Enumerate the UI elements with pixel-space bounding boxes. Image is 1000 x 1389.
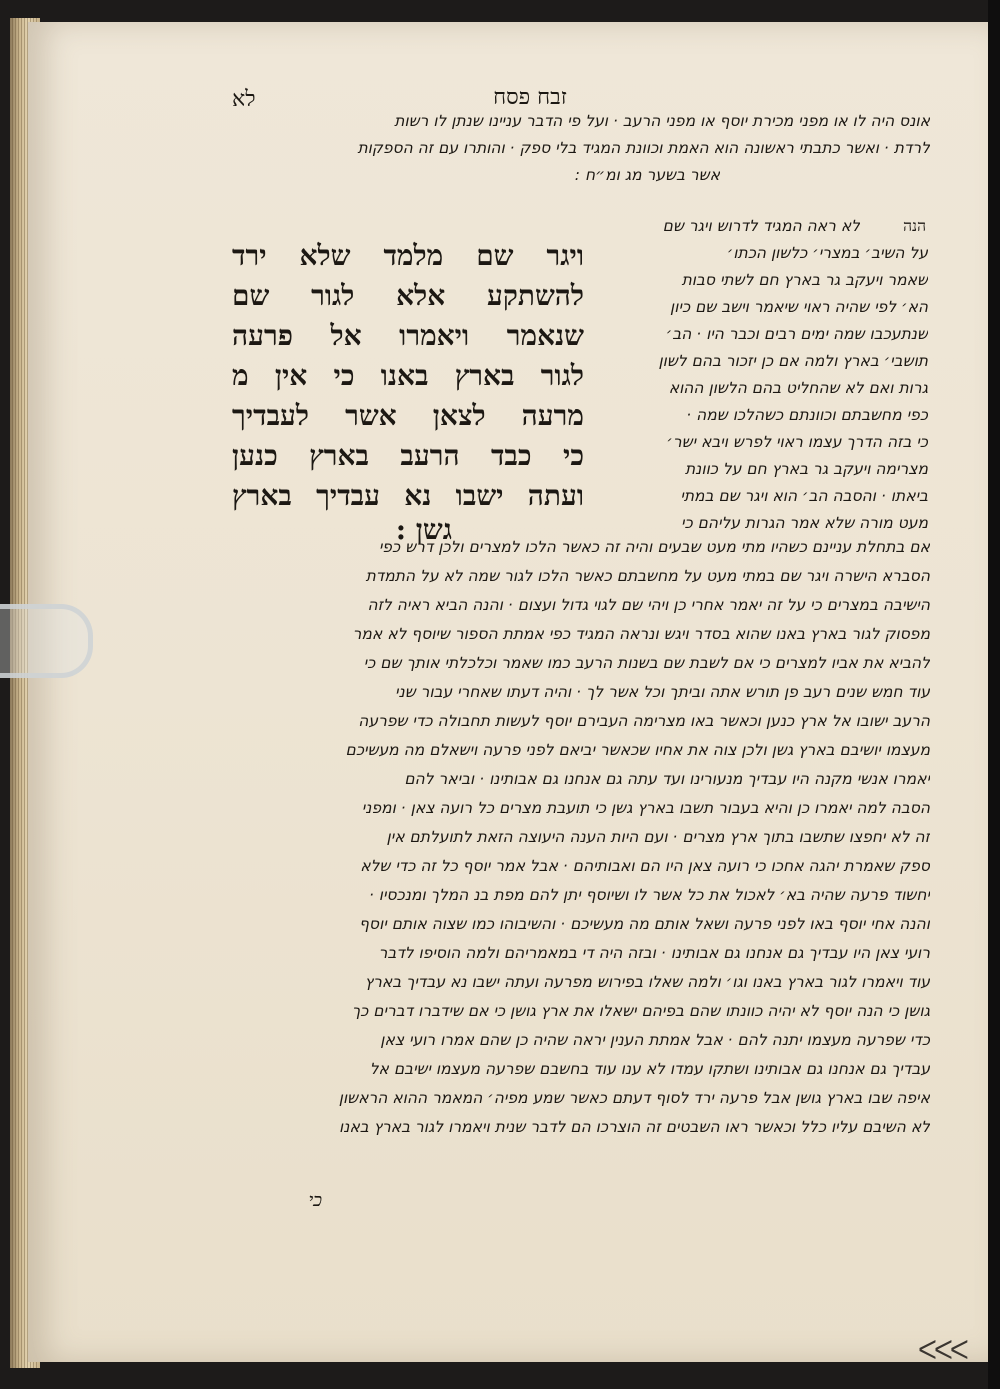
clamp-clip [0,604,93,678]
body-line: גושן כי הנה יוסף לא יהיה כוונתו שהם בפיהם ישאלו את ארץ גושן כי אם שידברו דברים כך [351,1002,930,1020]
corner-mark: ᐸᐸᐸ [918,1336,966,1366]
commentary-line: על השיב׳ במצרי׳ כלשון הכתו׳ [726,244,928,262]
body-line: רועי צאן היו עבדיך גם אנחנו גם אבותינו · ובזה היה די במאמריהם ולמה הוסיפו לדבר [378,944,930,962]
body-line: זה לא יחפצו שתשבו בתוך ארץ מצרים · ועם היות הענה היעוצה הזאת לתועלתם אין [386,828,930,846]
commentary-line: מצרימה ויעקב גר בארץ חם על כוונת [684,460,928,478]
marker-word: הנה [903,217,926,235]
commentary-line: מעט מורה שלא אמר הגרות עליהם כי [681,514,928,532]
commentary-line: ביאתו · והסבה הב׳ הוא ויגר שם במתי [680,487,928,505]
body-line: להביא את אביו למצרים כי אם לשבת שם בשנות הרעב כמו שאמר וכלכלתי אותך שם כי [363,654,930,672]
commentary-line: גרות ואם לא שהחליט בהם הלשון ההוא [668,379,928,397]
body-line: כדי שפרעה מעצמו יתנה להם · אבל אמתת הענין יראה שהיה כן שהם אמרו רועי צאן [380,1031,930,1049]
commentary-line: הא׳ לפי שהיה ראוי שיאמר וישב שם כיון [670,298,928,316]
top-line: אשר בשער מג ומ״ח : [574,166,720,184]
top-line: אונס היה לו או מפני מכירת יוסף או מפני הרעב · ועל פי הדבר עניינו שנתן לו רשות [394,112,930,130]
commentary-line: כי בזה הדרך עצמו ראוי לפרש ויבא ישר׳ [666,433,928,451]
main-text-line: לגור בארץ באנו כי אין מ [232,359,584,392]
main-text-line: ועתה ישבו נא עבדיך בארץ [232,479,584,512]
catchword: כי [308,1190,322,1211]
main-text-line: כי כבד הרעב בארץ כנען [232,439,584,472]
body-line: הסברא הישרה ויגר שם במתי מעט על מחשבתם כאשר הלכו לגור שמה לא על התמדת [365,567,930,585]
body-line: עבדיך גם אנחנו גם אבותינו ושתקו עמדו לא ענו עוד בחשבם שפרעה מעצמו ישיבם אל [369,1060,930,1078]
body-line: הישיבה במצרים כי על זה יאמר אחרי כן ויהי שם לגוי גדול ועצום · והנה הביא ראיה לזה [367,596,930,614]
body-line: מעצמו יושיבם בארץ גשן ולכן צוה את אחיו שכאשר יביאם לפני פרעה וישאלם מה מעשיכם [345,741,930,759]
body-line: עוד ויאמרו לגור בארץ באנו וגו׳ ולמה שאלו בפירוש מפרעה ועתה ישבו נא עבדיך בארץ [364,973,930,991]
body-line: הסבה למה יאמרו כן והיא בעבור תשבו בארץ גשן כי תועבת מצרים כל רועה צאן · ומפני [361,799,930,817]
body-line: יחשוד פרעה שהיה בא׳ לאכול את כל אשר לו ושיוסף יתן להם מפת בנ המלך ומנכסיו · [368,886,930,904]
body-line: איפה שבו בארץ גושן אבל פרעה ירד לסוף דעתם כאשר שמע מפיה׳ המאמר ההוא הראשון [338,1089,930,1107]
commentary-line: שאמר ויעקב גר בארץ חם לשתי סבות [681,271,928,289]
body-line: והנה אחי יוסף באו לפני פרעה ושאל אותם מה מעשיכם · והשיבוהו כמו שצוה אותם יוסף [359,915,930,933]
body-line: אם בתחלת עניינם כשהיו מתי מעט שבעים והיה זה כאשר הלכו למצרים ולכן דרש כפי [378,538,930,556]
body-line: יאמרו אנשי מקנה היו עבדיך מנעורינו ועד עתה גם אנחנו גם אבותינו · וביאר להם [404,770,930,788]
commentary-line: לא ראה המגיד לדרוש ויגר שם [662,217,860,235]
body-line: עוד חמש שנים רעב פן תורש אתה וביתך וכל אשר לך · והיה דעתו שאחרי עבור שני [395,683,930,701]
main-text-line: להשתקע אלא לגור שם [232,279,584,312]
folio-number: לא [232,87,256,112]
body-line: לא השיבם עליו כלל וכאשר ראו השבטים זה הוצרכו הם לדבר שנית ויאמרו לגור בארץ באנו [339,1118,930,1136]
main-text-line: שנאמר ויאמרו אל פרעה [232,319,584,352]
body-line: הרעב ישובו אל ארץ כנען וכאשר באו מצרימה העבירם יוסף לעשות תחבולה כדי שפרעה [358,712,930,730]
commentary-line: כפי מחשבתם וכוונתם כשהלכו שמה · [686,406,928,424]
top-line: לרדת · ואשר כתבתי ראשונה הוא האמת וכוונת המגיד בלי ספק · והותרו עם זה הספקות [357,139,930,157]
commentary-line: תושבי׳ בארץ ולמה אם כן יזכור בהם לשון [658,352,928,370]
main-text-line: מרעה לצאן אשר לעבדיך [232,399,584,432]
commentary-line: שנתעכבו שמה ימים רבים וכבר היו · הב׳ [665,325,928,343]
body-line: מפסוק לגור בארץ באנו שהוא בסדר ויגש ונראה המגיד כפי אמתת הספור שיוסף לא אמר [352,625,930,643]
dark-border [988,0,1000,1389]
main-text-line: גשן : [395,513,452,546]
body-line: ספק שאמרת יהגה אחכו כי רועה צאן היו הם ואבותיהם · אבל אמר יוסף כל זה כדי שלא [360,857,930,875]
main-text-line: ויגר שם מלמד שלא ירד [232,239,584,272]
running-head: זבח פסח [493,85,567,110]
